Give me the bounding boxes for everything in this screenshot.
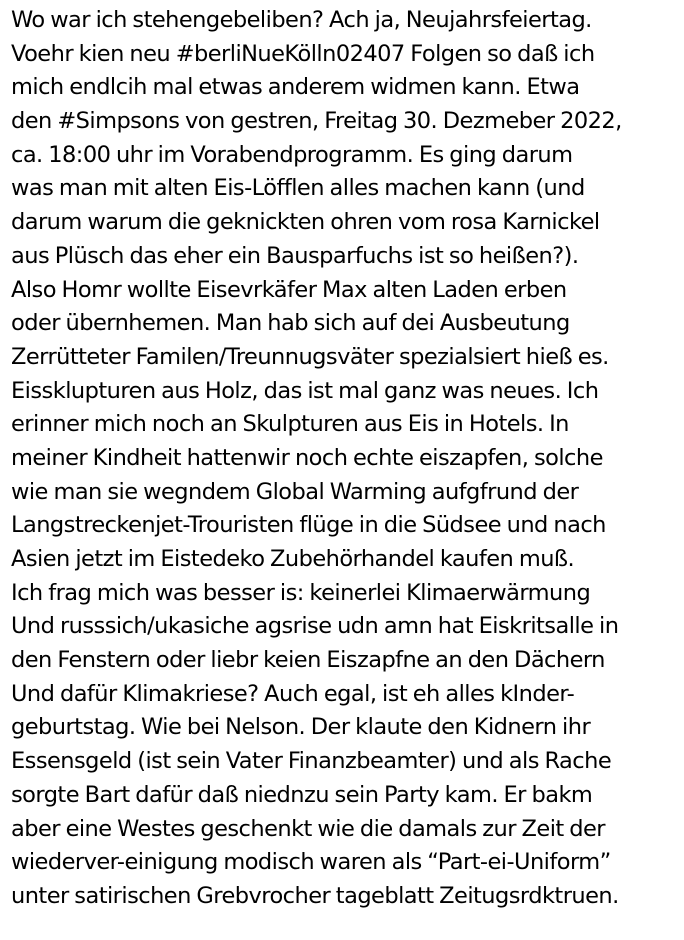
text-line: Und dafür Klimakriese? Auch egal, ist eh alles kInder-: [11, 680, 575, 707]
text-line: wiederver-einigung modisch waren als “Part-ei-Uniform”: [11, 849, 611, 876]
text-line: aus Plüsch das eher ein Bausparfuchs ist so heißen?).: [11, 242, 579, 269]
text-line: Voehr kien neu #berliNueKölln02407 Folgen so daß ich: [11, 40, 595, 67]
text-line: unter satirischen Grebvrocher tageblatt Zeitugsrdktruen.: [11, 882, 619, 909]
text-line: was man mit alten Eis-Löfflen alles machen kann (und: [11, 175, 585, 202]
text-line: meiner Kindheit hattenwir noch echte eiszapfen, solche: [11, 444, 603, 471]
text-line: den #Simpsons von gestren, Freitag 30. Dezmeber 2022,: [11, 108, 622, 135]
body-text: [11, 4, 683, 914]
text-line: Wo war ich stehengebeliben? Ach ja, Neujahrsfeiertag.: [11, 7, 592, 33]
text-line: Zerrütteter Familen/Treunnugsväter spezialsiert hieß es.: [11, 343, 609, 370]
text-line: darum warum die geknickten ohren vom rosa Karnickel: [11, 209, 600, 236]
text-line: Langstreckenjet-Trouristen flüge in die Südsee und nach: [11, 512, 606, 539]
text-line: Asien jetzt im Eistedeko Zubehörhandel kaufen muß.: [11, 546, 575, 572]
text-line: aber eine Westes geschenkt wie die damals zur Zeit der: [11, 815, 605, 842]
text-line: sorgte Bart dafür daß niednzu sein Party kam. Er bakm: [11, 781, 593, 808]
text-line: Ich frag mich was besser is: keinerlei Klimaerwärmung: [11, 579, 591, 606]
text-line: oder übernhemen. Man hab sich auf dei Ausbeutung: [11, 310, 570, 337]
text-line: ca. 18:00 uhr im Vorabendprogramm. Es ging darum: [11, 141, 573, 168]
text-line: wie man sie wegndem Global Warming aufgfrund der: [11, 478, 579, 505]
text-line: Eissklupturen aus Holz, das ist mal ganz was neues. Ich: [11, 377, 599, 404]
text-line: erinner mich noch an Skulpturen aus Eis in Hotels. In: [11, 411, 569, 438]
text-line: Essensgeld (ist sein Vater Finanzbeamter) und als Rache: [11, 748, 612, 775]
text-line: den Fenstern oder liebr keien Eiszapfne an den Dächern: [11, 647, 605, 674]
text-line: Also Homr wollte Eisevrkäfer Max alten Laden erben: [11, 276, 567, 303]
text-line: Und russsich/ukasiche agsrise udn amn hat Eiskritsalle in: [11, 613, 619, 640]
text-line: mich endlcih mal etwas anderem widmen kann. Etwa: [11, 74, 580, 101]
text-line: geburtstag. Wie bei Nelson. Der klaute den Kidnern ihr: [11, 714, 591, 741]
